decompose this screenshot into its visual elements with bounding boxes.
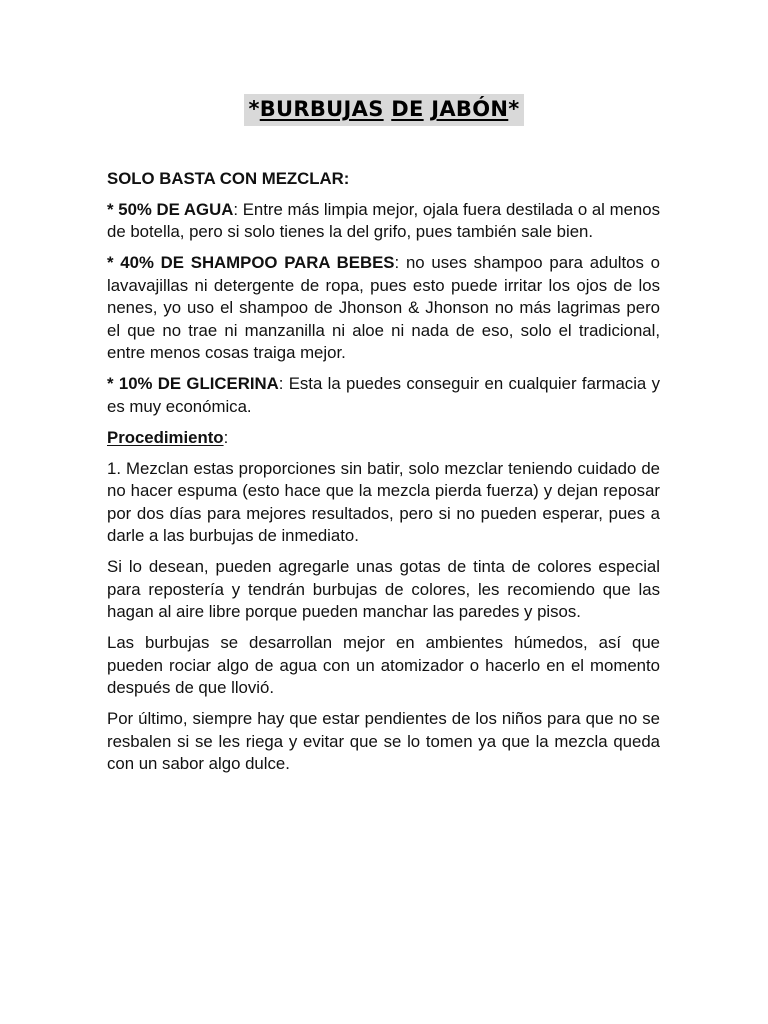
humidity-paragraph: Las burbujas se desarrollan mejor en ambientes húmedos, así que pueden rociar algo de agua con un atomizador o hacerlo en el momento después de que llovió. — [107, 633, 660, 697]
ingredient-glycerin — [107, 373, 660, 418]
document-title — [244, 94, 523, 126]
title-word-jabon: JABÓN — [431, 97, 509, 121]
ingredient-label: * 50% DE AGUA — [107, 199, 234, 219]
ingredient-label: * 10% DE GLICERINA — [107, 374, 279, 393]
document-body — [107, 168, 660, 784]
procedure-colon: : — [223, 427, 229, 447]
colors-paragraph: Si lo desean, pueden agregarle unas gotas de tinta de colores especial para repostería y tendrán burbujas de colores, les recomiendo que las hagan al aire libre porque pueden manchar las paredes y pisos. — [107, 557, 660, 621]
ingredient-text: : Esta la puedes conseguir en cualquier farmacia y es muy económica. — [107, 374, 660, 416]
title-star-right: * — [508, 97, 520, 121]
ingredient-water — [107, 199, 660, 244]
title-star-left: * — [248, 97, 260, 121]
title-word-burbujas: BURBUJAS — [259, 97, 384, 121]
ingredient-shampoo — [107, 252, 660, 365]
title-word-de: DE — [391, 97, 424, 121]
procedure-step: 1. Mezclan estas proporciones sin batir, solo mezclar teniendo cuidado de no hacer espuma (esto hace que la mezcla pierda fuerza) y dejan reposar por dos días para mejores resultados, pero si no pueden esperar, pues a darle a las burbujas de inmediato. — [107, 458, 660, 545]
ingredient-label: * 40% DE SHAMPOO PARA BEBES — [107, 253, 395, 272]
ingredient-text: : Entre más limpia mejor, ojala fuera destilada o al menos de botella, pero si solo tienes la del grifo, pues también sale bien. — [107, 199, 660, 241]
section-heading: SOLO BASTA CON MEZCLAR: — [107, 169, 350, 188]
procedure-heading — [107, 427, 660, 450]
title-container — [0, 94, 768, 126]
safety-paragraph: Por último, siempre hay que estar pendientes de los niños para que no se resbalen si se les riega y evitar que se lo tomen ya que la mezcla queda con un sabor algo dulce. — [107, 709, 660, 773]
procedure-label: Procedimiento — [107, 427, 224, 447]
ingredient-text: : no uses shampoo para adultos o lavavajillas ni detergente de ropa, pues esto puede irritar los ojos de los nenes, yo uso el shampoo de Jhonson & Jhonson no más lagrimas pero el que no trae ni manzanilla ni aloe ni nada de eso, solo el tradicional, entre menos cosas traiga mejor. — [107, 253, 660, 362]
